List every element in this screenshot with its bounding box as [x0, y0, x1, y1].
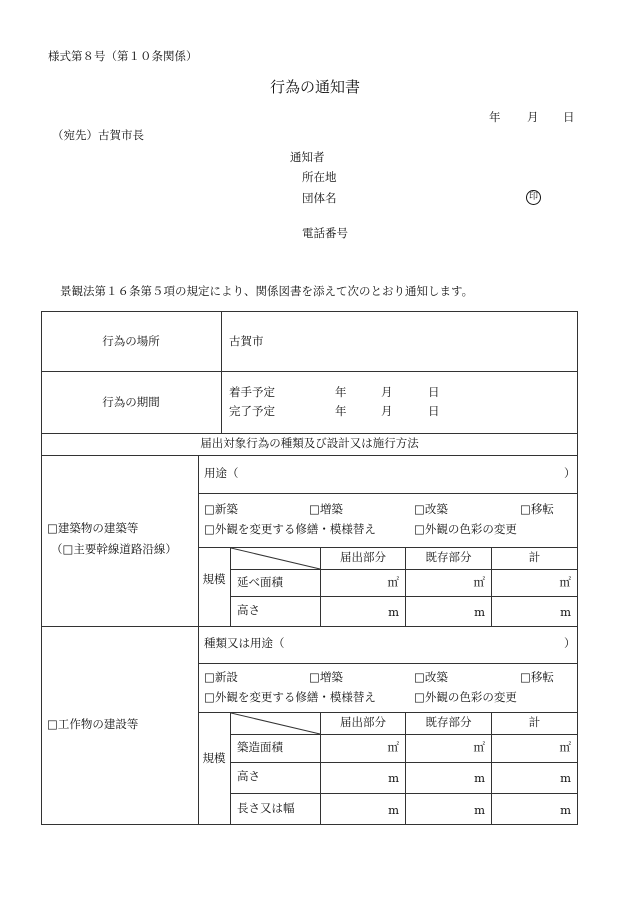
- building-opt-new[interactable]: □新築: [204, 502, 238, 516]
- seal-mark: 印: [526, 190, 541, 205]
- table-border-left: [41, 311, 42, 825]
- structure-opt-move[interactable]: □移転: [520, 670, 554, 684]
- divider: [41, 455, 578, 456]
- structure-area-existing-unit[interactable]: ㎡: [473, 740, 485, 754]
- end-day[interactable]: 日: [428, 404, 440, 418]
- building-area-total-unit[interactable]: ㎡: [559, 575, 571, 589]
- structure-col-notified: 届出部分: [340, 715, 386, 729]
- building-scale-label: 規模: [202, 572, 226, 586]
- start-day[interactable]: 日: [428, 385, 440, 399]
- building-opt-color[interactable]: □外観の色彩の変更: [414, 522, 517, 536]
- divider: [198, 493, 578, 494]
- building-col-total: 計: [528, 550, 541, 564]
- structure-length-total-unit[interactable]: m: [560, 803, 571, 817]
- organization-label: 団体名: [302, 191, 337, 205]
- form-number: 様式第８号（第１０条関係）: [48, 49, 198, 63]
- structure-checkbox-label[interactable]: □工作物の建設等: [47, 717, 139, 731]
- divider: [41, 433, 578, 434]
- divider: [221, 311, 222, 434]
- building-area-existing-unit[interactable]: ㎡: [473, 575, 485, 589]
- divider: [198, 455, 199, 824]
- diagonal-header-line: [231, 713, 321, 734]
- building-opt-repair[interactable]: □外観を変更する修繕・模様替え: [204, 522, 376, 536]
- structure-height-existing-unit[interactable]: m: [474, 771, 485, 785]
- date-day-label: 日: [563, 110, 575, 124]
- structure-col-total: 計: [528, 715, 541, 729]
- divider: [41, 371, 578, 372]
- building-height-notified-unit[interactable]: m: [388, 605, 399, 619]
- building-use-close: ）: [564, 466, 576, 480]
- divider: [41, 626, 578, 627]
- date-year-label: 年: [489, 110, 501, 124]
- building-opt-move[interactable]: □移転: [520, 502, 554, 516]
- structure-col-existing: 既存部分: [425, 715, 472, 729]
- building-use-label: 用途（: [204, 466, 239, 480]
- date-month-label: 月: [527, 110, 539, 124]
- location-label: 行為の場所: [102, 334, 160, 348]
- addressee: （宛先）古賀市長: [52, 128, 144, 142]
- location-value[interactable]: 古賀市: [229, 334, 264, 348]
- structure-opt-new[interactable]: □新設: [204, 670, 238, 684]
- building-row-area: 延べ面積: [237, 575, 283, 589]
- structure-length-existing-unit[interactable]: m: [474, 803, 485, 817]
- start-label: 着手予定: [229, 385, 275, 399]
- building-area-notified-unit[interactable]: ㎡: [387, 575, 399, 589]
- arterial-road-checkbox-label[interactable]: （□主要幹線道路沿線）: [51, 542, 177, 556]
- building-height-total-unit[interactable]: m: [560, 605, 571, 619]
- structure-height-notified-unit[interactable]: m: [388, 771, 399, 785]
- end-label: 完了予定: [229, 404, 275, 418]
- end-month[interactable]: 月: [381, 404, 393, 418]
- diagonal-header-line: [231, 548, 321, 569]
- building-opt-extend[interactable]: □増築: [309, 502, 343, 516]
- notifier-label: 通知者: [290, 150, 325, 164]
- address-label: 所在地: [302, 170, 337, 184]
- structure-use-close: ）: [564, 636, 576, 650]
- building-col-existing: 既存部分: [425, 550, 472, 564]
- structure-opt-extend[interactable]: □増築: [309, 670, 343, 684]
- structure-opt-repair[interactable]: □外観を変更する修繕・模様替え: [204, 690, 376, 704]
- building-col-notified: 届出部分: [340, 550, 386, 564]
- building-height-existing-unit[interactable]: m: [474, 605, 485, 619]
- structure-area-total-unit[interactable]: ㎡: [559, 740, 571, 754]
- phone-label: 電話番号: [302, 226, 348, 240]
- table-border-bottom: [41, 824, 578, 825]
- table-border-right: [577, 311, 578, 825]
- structure-opt-color[interactable]: □外観の色彩の変更: [414, 690, 517, 704]
- structure-area-notified-unit[interactable]: ㎡: [387, 740, 399, 754]
- building-opt-rebuild[interactable]: □改築: [414, 502, 448, 516]
- table-border-top: [41, 311, 578, 312]
- start-year[interactable]: 年: [335, 385, 347, 399]
- building-row-height: 高さ: [237, 603, 260, 617]
- section-header: 届出対象行為の種類及び設計又は施行方法: [200, 436, 419, 450]
- structure-row-length: 長さ又は幅: [237, 801, 295, 815]
- intro-text: 景観法第１６条第５項の規定により、関係図書を添えて次のとおり通知します。: [60, 284, 474, 298]
- structure-row-height: 高さ: [237, 769, 260, 783]
- structure-height-total-unit[interactable]: m: [560, 771, 571, 785]
- period-label: 行為の期間: [102, 395, 160, 409]
- structure-opt-rebuild[interactable]: □改築: [414, 670, 448, 684]
- structure-use-label: 種類又は用途（: [204, 636, 285, 650]
- structure-scale-label: 規模: [202, 751, 226, 765]
- structure-length-notified-unit[interactable]: m: [388, 803, 399, 817]
- building-checkbox-label[interactable]: □建築物の建築等: [47, 521, 139, 535]
- divider: [198, 663, 578, 664]
- page-title: 行為の通知書: [269, 78, 360, 96]
- structure-row-area: 築造面積: [237, 740, 283, 754]
- start-month[interactable]: 月: [381, 385, 393, 399]
- end-year[interactable]: 年: [335, 404, 347, 418]
